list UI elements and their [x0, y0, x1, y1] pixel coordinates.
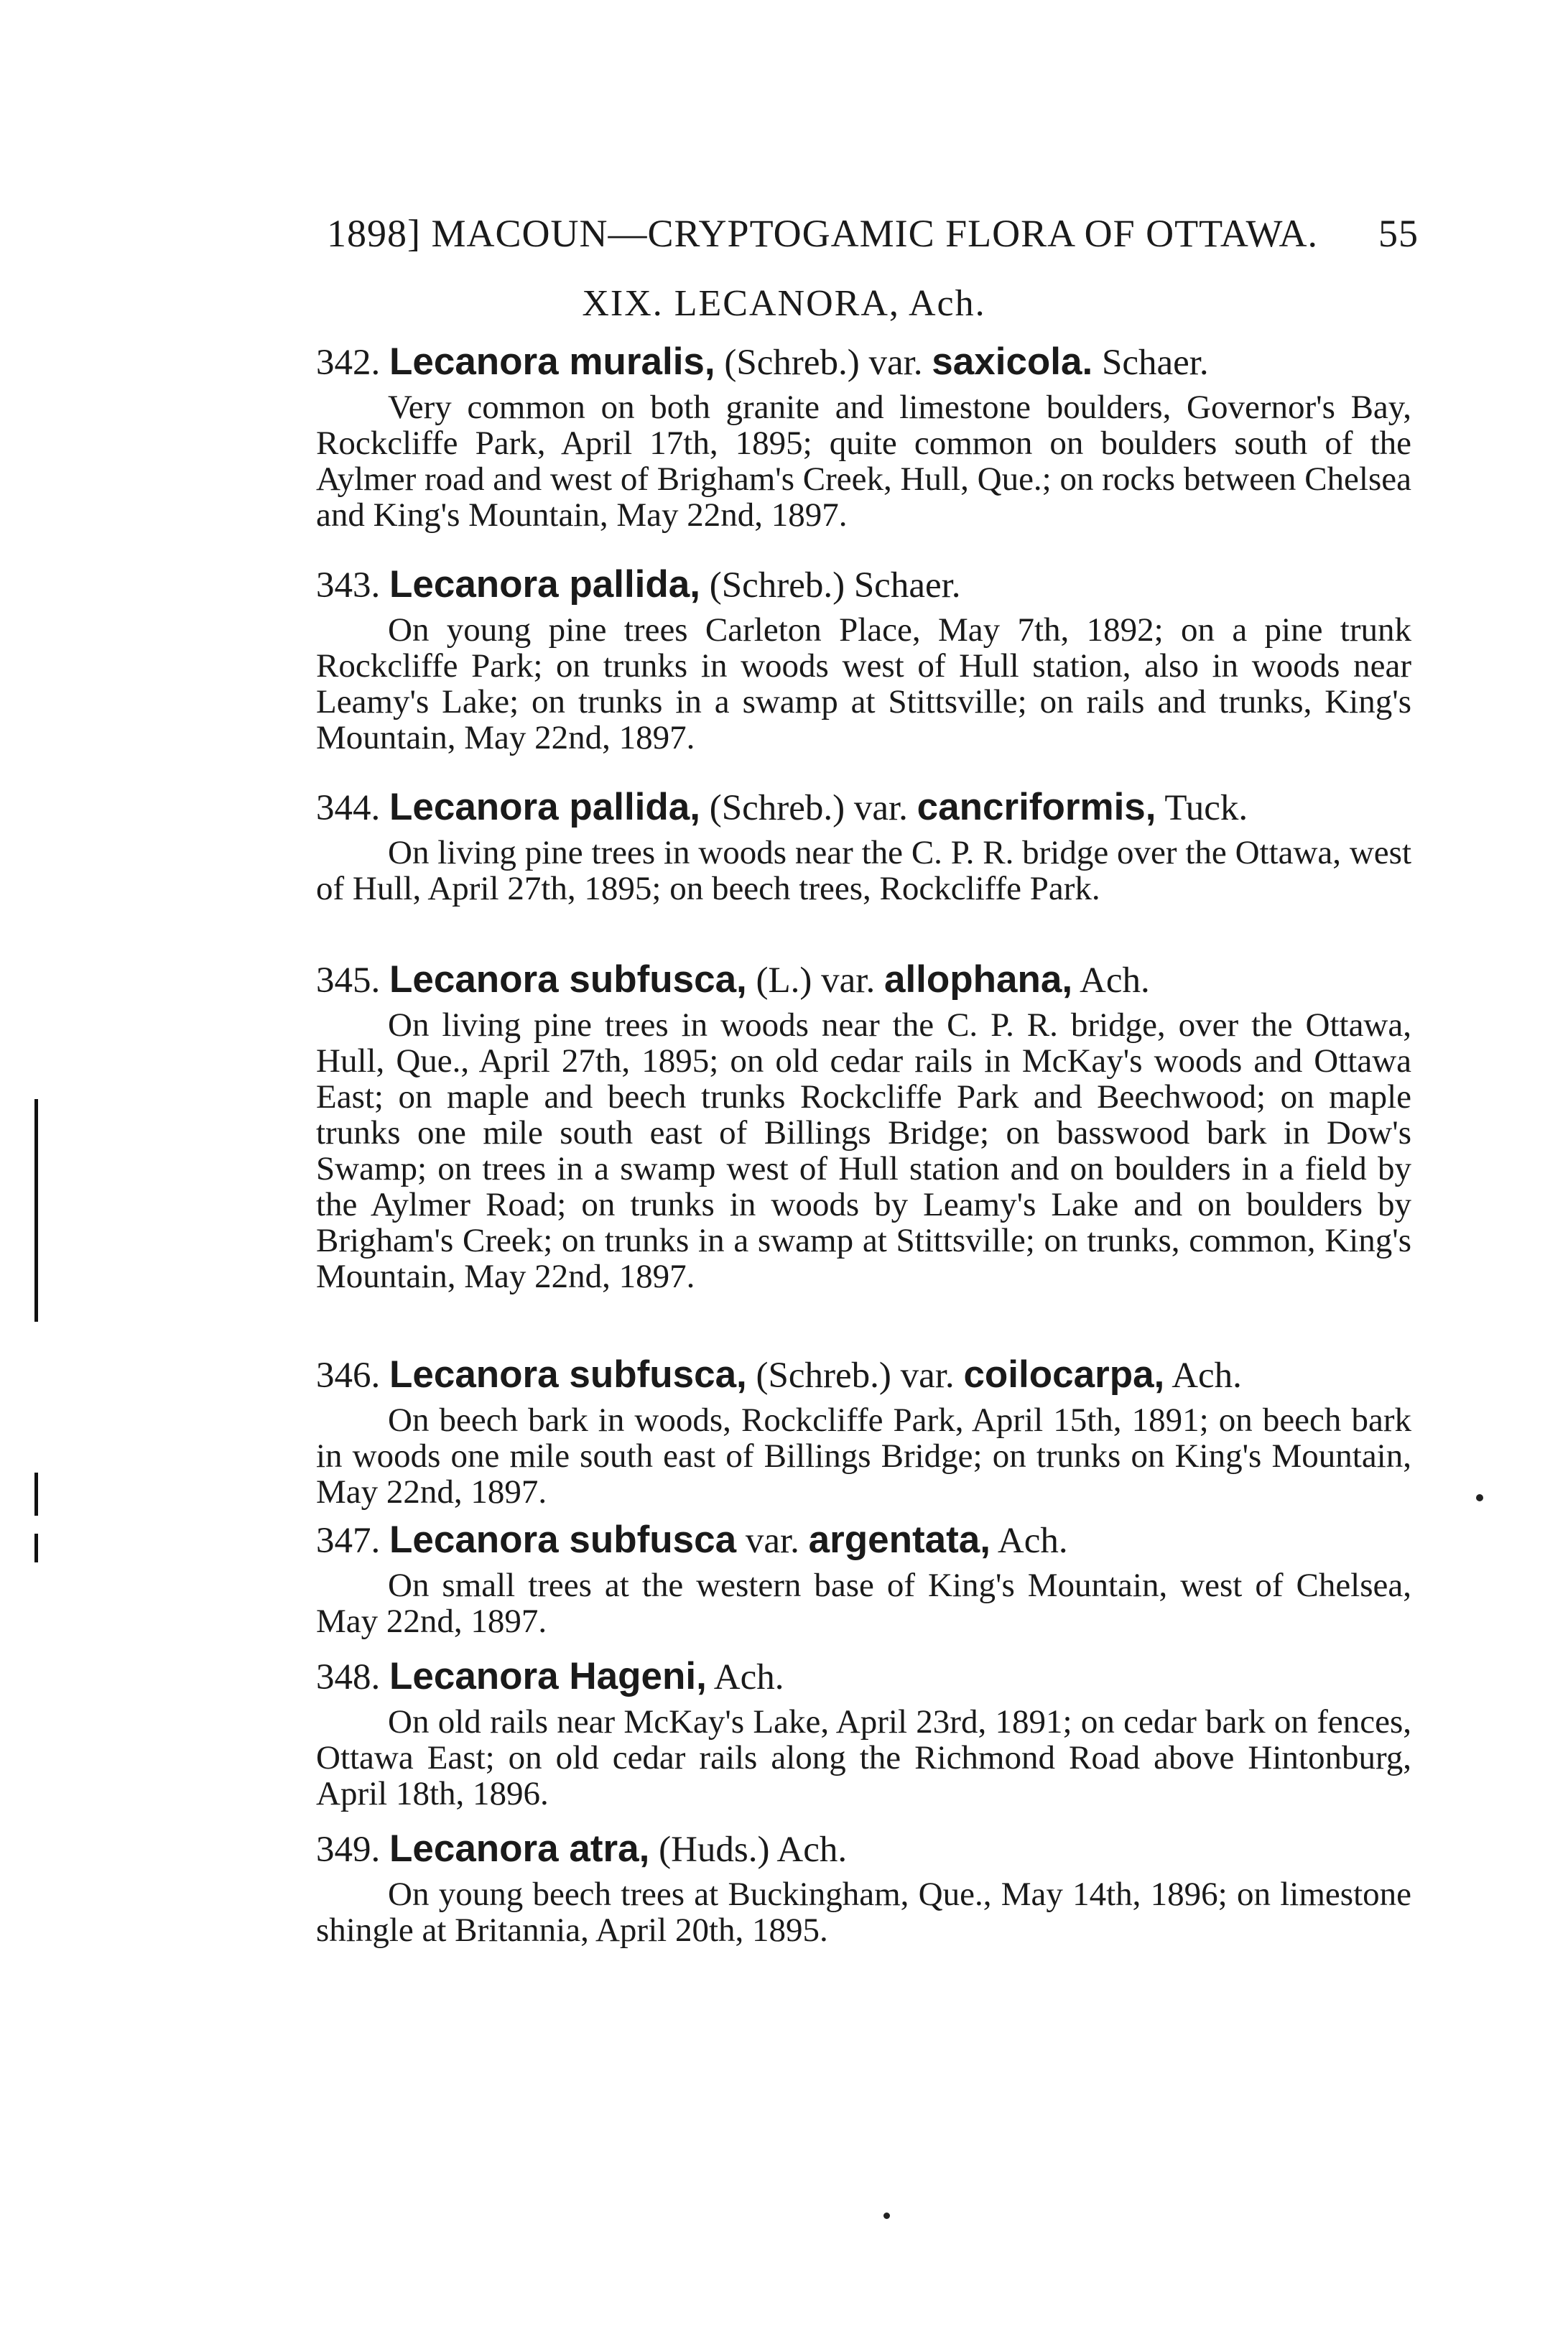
variety-prefix: var.	[900, 1356, 955, 1396]
entry-349	[316, 1825, 1411, 1948]
variety-authority: Tuck.	[1164, 788, 1248, 828]
species-name: Lecanora subfusca	[389, 1519, 737, 1561]
entry-number: 346.	[316, 1356, 381, 1396]
species-authority: (Huds.) Ach.	[659, 1830, 848, 1870]
entry-heading	[316, 955, 1411, 1004]
entry-heading	[316, 1516, 1411, 1565]
variety-name: cancriformis,	[917, 786, 1156, 828]
variety-name: coilocarpa,	[963, 1353, 1165, 1396]
entry-number: 348.	[316, 1657, 381, 1697]
entry-344	[316, 783, 1411, 907]
entry-text: Very common on both granite and limestone boulders, Governor's Bay, Rockcliffe Park, April 17th, 1895; quite common on boulders south of the Aylmer road and west of Brigham's Creek, Hull, Que.; on rocks between Chelsea and King's Mountain, May 22nd, 1897.	[316, 389, 1411, 534]
variety-authority: Schaer.	[1101, 343, 1209, 383]
entry-343	[316, 560, 1411, 756]
entry-heading	[316, 338, 1411, 386]
variety-name: saxicola.	[932, 340, 1093, 383]
species-name: Lecanora subfusca,	[389, 958, 747, 1001]
entry-heading	[316, 1825, 1411, 1873]
variety-prefix: var.	[821, 960, 876, 1001]
entry-text: On living pine trees in woods near the C. P. R. bridge over the Ottawa, west of Hull, April 27th, 1895; on beech trees, Rockcliffe Park.	[316, 834, 1411, 907]
entry-348	[316, 1652, 1411, 1812]
margin-rule	[34, 1534, 38, 1562]
entry-heading	[316, 783, 1411, 832]
entry-number: 349.	[316, 1830, 381, 1870]
entry-text: On young pine trees Carleton Place, May 7th, 1892; on a pine trunk Rockcliffe Park; on trunks in woods west of Hull station, also in woods near Leamy's Lake; on trunks in a swamp at Stittsville; on rails and trunks, King's Mountain, May 22nd, 1897.	[316, 611, 1411, 756]
margin-rule	[34, 1099, 38, 1322]
entry-text: On young beech trees at Buckingham, Que., May 14th, 1896; on limestone shingle at Britannia, April 20th, 1895.	[316, 1876, 1411, 1949]
header-reference: 1898] MACOUN—CRYPTOGAMIC FLORA OF OTTAWA.	[327, 212, 1318, 255]
species-authority: (Schreb.)	[724, 343, 860, 383]
entry-346	[316, 1350, 1411, 1510]
margin-rule	[34, 1473, 38, 1516]
entry-text: On living pine trees in woods near the C. P. R. bridge, over the Ottawa, Hull, Que., April 27th, 1895; on old cedar rails in McKay's woods and Ottawa East; on maple and beech trunks Rockcliffe Park and Beechwood; on maple trunks one mile south east of Billings Bridge; on basswood bark in Dow's Swamp; on trees in a swamp west of Hull station and on boulders in a field by the Aylmer Road; on trunks in woods by Leamy's Lake and on boulders by Brigham's Creek; on trunks in a swamp at Stittsville; on trunks, common, King's Mountain, May 22nd, 1897.	[316, 1006, 1411, 1295]
entry-number: 344.	[316, 788, 381, 828]
speck-mark	[1476, 1494, 1483, 1501]
variety-authority: Ach.	[1172, 1356, 1242, 1396]
entry-345	[316, 955, 1411, 1294]
species-authority: Ach.	[713, 1657, 784, 1697]
speck-mark	[883, 2213, 890, 2219]
variety-prefix: var.	[868, 343, 923, 383]
entry-text: On small trees at the western base of King's Mountain, west of Chelsea, May 22nd, 1897.	[316, 1567, 1411, 1640]
entry-number: 345.	[316, 960, 381, 1001]
variety-name: allophana,	[883, 958, 1073, 1001]
species-name: Lecanora pallida,	[389, 563, 700, 606]
section-title: XIX. LECANORA, Ach.	[582, 283, 986, 324]
species-authority: (L.)	[756, 960, 812, 1001]
variety-authority: Ach.	[997, 1521, 1068, 1561]
entry-text: On old rails near McKay's Lake, April 23rd, 1891; on cedar bark on fences, Ottawa East; on old cedar rails along the Richmond Road above Hintonburg, April 18th, 1896.	[316, 1703, 1411, 1812]
variety-prefix: var.	[853, 788, 908, 828]
entry-text: On beech bark in woods, Rockcliffe Park, April 15th, 1891; on beech bark in woods one mile south east of Billings Bridge; on trunks on King's Mountain, May 22nd, 1897.	[316, 1401, 1411, 1511]
entry-number: 347.	[316, 1521, 381, 1561]
species-name: Lecanora subfusca,	[389, 1353, 747, 1396]
entry-heading	[316, 560, 1411, 609]
variety-prefix: var.	[745, 1521, 799, 1561]
variety-name: argentata,	[808, 1519, 991, 1561]
entry-heading	[316, 1350, 1411, 1399]
entry-heading	[316, 1652, 1411, 1701]
entry-347	[316, 1516, 1411, 1639]
entry-342	[316, 338, 1411, 533]
entry-number: 342.	[316, 343, 381, 383]
species-authority: (Schreb.)	[756, 1356, 891, 1396]
species-authority: (Schreb.) Schaer.	[709, 565, 961, 606]
entry-number: 343.	[316, 565, 381, 606]
species-name: Lecanora Hageni,	[389, 1655, 707, 1697]
species-name: Lecanora muralis,	[389, 340, 715, 383]
running-header	[327, 205, 1419, 262]
page-number: 55	[1378, 212, 1419, 255]
species-name: Lecanora pallida,	[389, 786, 700, 828]
species-authority: (Schreb.)	[709, 788, 845, 828]
species-name: Lecanora atra,	[389, 1827, 650, 1870]
variety-authority: Ach.	[1080, 960, 1150, 1001]
